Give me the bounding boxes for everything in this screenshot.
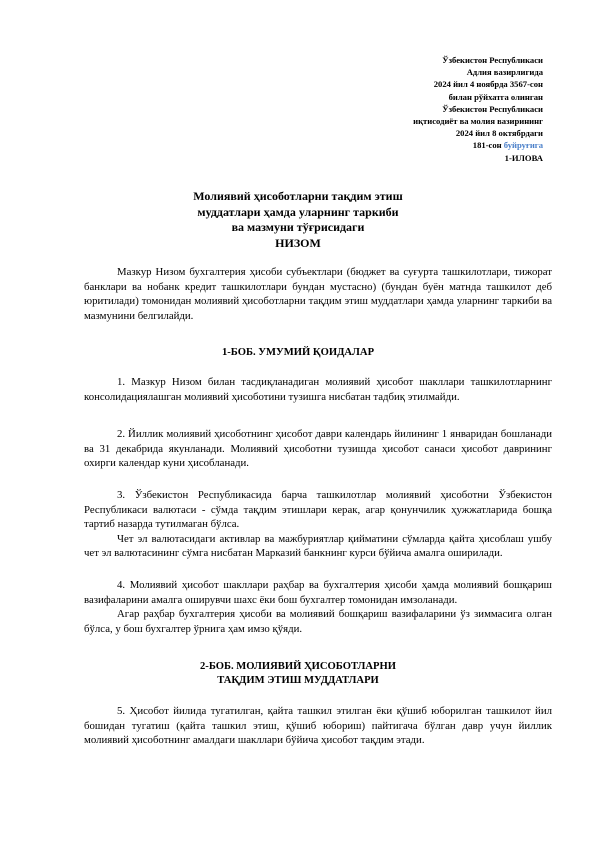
paragraph-4-continued: Агар раҳбар бухгалтерия ҳисоби ва молиявий бошқариш вазифаларини ўз зиммасига олган бўлса, у бош бухгалтер ўрнига ҳам имзо қўяди. bbox=[84, 608, 552, 635]
chapter-2-title-line: 2-БОБ. МОЛИЯВИЙ ҲИСОБОТЛАРНИ bbox=[200, 661, 396, 672]
order-number: 181-сон bbox=[472, 140, 504, 151]
chapter-1-heading bbox=[0, 346, 596, 360]
intro-section bbox=[84, 265, 552, 323]
chapter-1-paragraph-1 bbox=[84, 375, 552, 404]
paragraph-4: 4. Молиявий ҳисобот шакллари раҳбар ва бухгалтерия ҳисоби ҳамда молиявий бошқариш вазифаларини амалга оширувчи шахс ёки бош бухгалтер томонидан имзоланади. bbox=[84, 579, 552, 606]
title-line: муддатлари ҳамда уларнинг таркиби bbox=[197, 204, 399, 219]
paragraph-1: 1. Мазкур Низом билан тасдиқланадиган молиявий ҳисобот шакллари ташкилотларнинг консолидациялашган молиявий ҳисоботини тузишга нисбатан тадбиқ этилмайди. bbox=[84, 376, 552, 403]
intro-paragraph: Мазкур Низом бухгалтерия ҳисоби субъектлари (бюджет ва суғурта ташкилотлари, тижорат банклари ва нобанк кредит ташкилотлари бундан мустасно) (бундан буён матнда ташкилот деб юритилади) томонидан молиявий ҳисоботларни тақдим этиш муддатлари ҳамда уларнинг таркиби ва мазмунини белгилайди. bbox=[84, 266, 552, 322]
stamp-line: Адлия вазирлигида bbox=[466, 67, 543, 78]
stamp-line: билан рўйхатга олинган bbox=[448, 91, 543, 102]
chapter-2-paragraph-5 bbox=[84, 704, 552, 748]
chapter-2-heading bbox=[0, 660, 596, 688]
chapter-2-title-line: ТАҚДИМ ЭТИШ МУДДАТЛАРИ bbox=[217, 675, 379, 686]
title-line: ва мазмуни тўғрисидаги bbox=[231, 220, 365, 234]
paragraph-5: 5. Ҳисобот йилида тугатилган, қайта ташкил этилган ёки қўшиб юборилган ташкилот йил бошидан тугатиш (қайта ташкил этиш, қўшиб юбориш) пайтигача бўлган давр учун йиллик молиявий ҳисоботнинг амалдаги шакллари бўйича ҳисобот тақдим этади. bbox=[84, 705, 552, 747]
annex-label: 1-ИЛОВА bbox=[504, 152, 543, 163]
chapter-1-paragraph-2 bbox=[84, 427, 552, 471]
title-line: НИЗОМ bbox=[275, 235, 321, 250]
order-link[interactable]: буйруғига bbox=[503, 140, 543, 151]
stamp-line: Ўзбекистон Республикаси bbox=[442, 103, 543, 114]
document-title bbox=[0, 189, 596, 251]
chapter-1-paragraph-3 bbox=[84, 488, 552, 561]
paragraph-3: 3. Ўзбекистон Республикасида барча ташкилотлар молиявий ҳисоботни Ўзбекистон Республикаси валютаси - сўмда тақдим этишлари керак, агар қонунчилик ҳужжатларида бошқа тартиб назарда тутилмаган бўлса. bbox=[84, 489, 552, 531]
stamp-line: Ўзбекистон Республикаси bbox=[442, 55, 543, 65]
chapter-1-title: 1-БОБ. УМУМИЙ ҚОИДАЛАР bbox=[221, 347, 375, 358]
chapter-1-paragraph-4 bbox=[84, 578, 552, 636]
registration-stamp bbox=[413, 54, 543, 164]
stamp-line: 2024 йил 4 ноябрда 3567-сон bbox=[433, 79, 543, 90]
title-line: Молиявий ҳисоботларни тақдим этиш bbox=[193, 189, 403, 203]
paragraph-3-continued: Чет эл валютасидаги активлар ва мажбуриятлар қийматини сўмларда қайта ҳисоблаш ушбу чет эл валютасининг сўмга нисбатан Марказий банкнинг курси бўйича амалга оширилади. bbox=[84, 532, 552, 560]
paragraph-2: 2. Йиллик молиявий ҳисоботнинг ҳисобот даври календарь йилининг 1 январидан бошланади ва 31 декабрида якунланади. Молиявий ҳисоботни тузишда ҳисобот санаси ҳисобот даврининг охирги календар куни ҳисобланади. bbox=[84, 428, 552, 470]
stamp-line: 2024 йил 8 октябрдаги bbox=[455, 128, 543, 139]
stamp-order-line bbox=[413, 139, 543, 151]
stamp-line: иқтисодиёт ва молия вазирининг bbox=[413, 116, 543, 127]
